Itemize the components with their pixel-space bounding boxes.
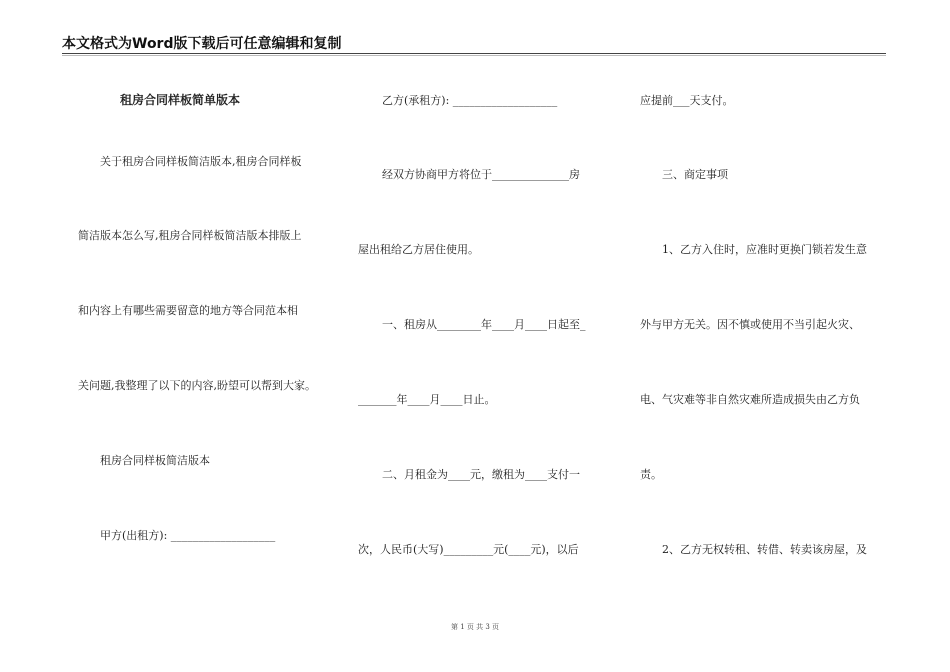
- page-footer: 第 1 页 共 3 页: [450, 623, 500, 631]
- clause-line: 外与甲方无关。因不慎或使用不当引起火灾、: [640, 318, 860, 331]
- clause-line: _______年____月____日止。: [358, 393, 496, 406]
- clause-line: 次，人民币(大写)_________元(____元)，以后: [358, 543, 579, 556]
- header-rule: [62, 53, 886, 54]
- document-title: 租房合同样板简单版本: [120, 93, 241, 107]
- clause-line: 责。: [640, 468, 662, 481]
- paragraph-line: 应提前___天支付。: [640, 94, 734, 107]
- party-b-line: 乙方(承租方): ___________________: [382, 94, 558, 107]
- paragraph-line: 关问题,我整理了以下的内容,盼望可以帮到大家。: [78, 379, 316, 392]
- paragraph-line: 和内容上有哪些需要留意的地方等合同范本相: [78, 304, 298, 317]
- paragraph-line: 简洁版本怎么写,租房合同样板简洁版本排版上: [78, 229, 302, 242]
- document-header: 本文格式为Word版下载后可任意编辑和复制: [62, 36, 342, 52]
- paragraph-line: 经双方协商甲方将位于______________房: [382, 168, 580, 181]
- header-rule-thin: [62, 55, 886, 56]
- section-heading: 租房合同样板简洁版本: [100, 454, 210, 467]
- paragraph-line: 关于租房合同样板简洁版本,租房合同样板: [100, 155, 302, 168]
- clause-line: 电、气灾难等非自然灾难所造成损失由乙方负: [640, 393, 860, 406]
- clause-line: 1、乙方入住时，应准时更换门锁若发生意: [662, 243, 867, 256]
- party-a-line: 甲方(出租方): ___________________: [100, 529, 276, 542]
- paragraph-line: 屋出租给乙方居住使用。: [358, 243, 479, 256]
- clause-line: 2、乙方无权转租、转借、转卖该房屋，及: [662, 543, 867, 556]
- clause-line: 一、租房从________年____月____日起至_: [382, 318, 586, 331]
- section-heading: 三、商定事项: [662, 168, 728, 181]
- clause-line: 二、月租金为____元，缴租为____支付一: [382, 468, 580, 481]
